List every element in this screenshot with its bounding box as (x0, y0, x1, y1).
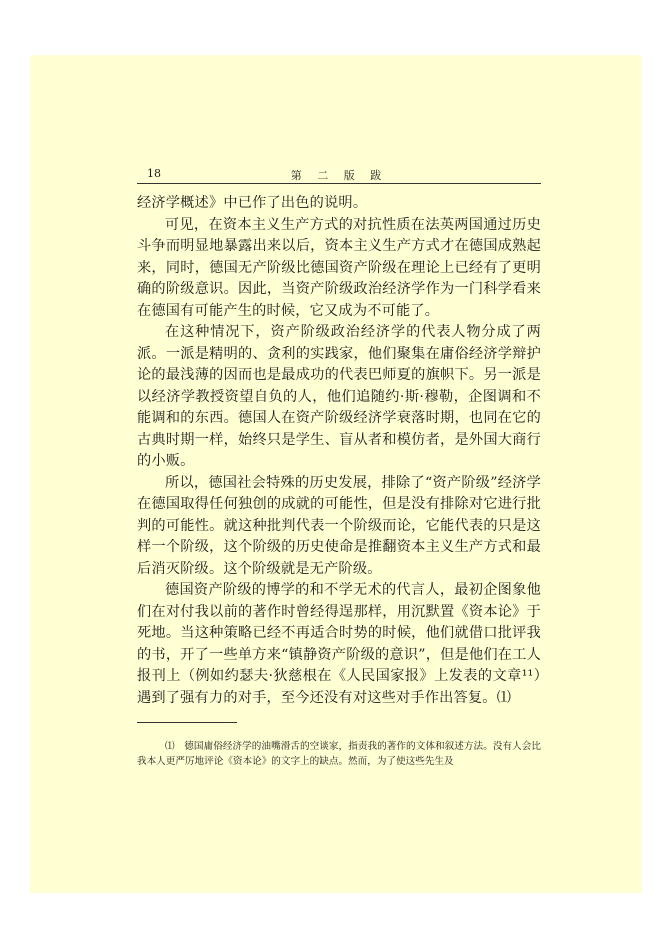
paragraph-continuation: 经济学概述》中已作了出色的说明。 (137, 195, 368, 211)
running-head: 第 二 版 跋 (290, 169, 388, 182)
paragraph: 可见，在资本主义生产方式的对抗性质在法英两国通过历史斗争而明显地暴露出来以后，资本主义生产方式才在德国成熟起来，同时，德国无产阶级比德国资产阶级在理论上已经有了更明确的阶级意识。因此，当资产阶级政治经济学作为一门科学看来在德国有可能产生的时候，它又成为不可能了。 (137, 216, 541, 319)
footnote-divider (137, 722, 237, 723)
body-text (137, 193, 541, 709)
page-number: 18 (147, 167, 161, 180)
footnote-text: ⑴ 德国庸俗经济学的油嘴滑舌的空谈家，指责我的著作的文体和叙述方法。没有人会比我本人更严厉地评论《资本论》的文字上的缺点。然而，为了使这些先生及 (137, 741, 541, 767)
paragraph: 在这种情况下，资产阶级政治经济学的代表人物分成了两派。一派是精明的、贪利的实践家，他们聚集在庸俗经济学辩护论的最浅薄的因而也是最成功的代表巴师夏的旗帜下。另一派是以经济学教授资望自负的人，他们追随约·斯·穆勒，企图调和不能调和的东西。德国人在资产阶级经济学衰落时期，也同在它的古典时期一样，始终只是学生、盲从者和模仿者，是外国大商行的小贩。 (137, 324, 541, 469)
paragraph: 德国资产阶级的博学的和不学无术的代言人，最初企图象他们在对付我以前的著作时曾经得逞那样，用沉默置《资本论》于死地。当这种策略已经不再适合时势的时候，他们就借口批评我的书，开了一些单方来“镇静资产阶级的意识”，但是他们在工人报刊上（例如约瑟夫·狄慈根在《人民国家报》上发表的文章¹¹）遇到了强有力的对手，至今还没有对这些对手作出答复。⑴ (137, 582, 541, 706)
page-header (137, 167, 541, 184)
footnote (137, 739, 541, 769)
paragraph: 所以，德国社会特殊的历史发展，排除了“资产阶级”经济学在德国取得任何独创的成就的可能性，但是没有排除对它进行批判的可能性。就这种批判代表一个阶级而论，它能代表的只是这样一个阶级，这个阶级的历史使命是推翻资本主义生产方式和最后消灭阶级。这个阶级就是无产阶级。 (137, 474, 541, 577)
